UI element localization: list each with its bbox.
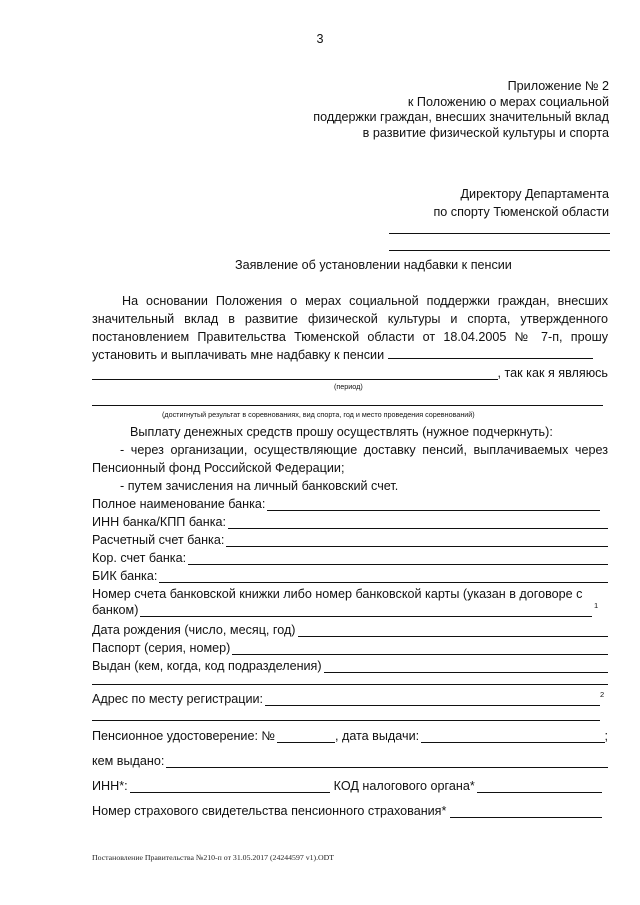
inn-label: ИНН*: [92,779,128,793]
issued-by2-label: кем выдано: [92,754,165,768]
page-number: 3 [316,32,324,46]
achievement-field[interactable] [92,405,603,406]
basis-text: На основании Положения о мерах социальной поддержки граждан, внесших значительный вклад в развитие физической культуры и спорта, утвержденного постановлением Правительства Тюменской области от 18.04.2005 № 7-п, прошу установить и выплачивать мне надбавку к пенсии [92,294,608,362]
account-row [92,531,608,547]
pension-cert-number-field[interactable] [277,730,335,743]
bik-field[interactable] [159,570,608,583]
period-note: (период) [334,382,363,391]
tax-code-label: КОД налогового органа* [333,779,475,793]
pension-cert-label: Пенсионное удостоверение: № [92,729,275,743]
addressee-fill-line[interactable] [389,233,610,234]
insurance-row [92,802,608,818]
bank-name-field[interactable] [267,498,600,511]
corr-account-field[interactable] [188,552,608,565]
birth-date-label: Дата рождения (число, месяц, год) [92,623,296,637]
inn-kpp-field[interactable] [228,516,608,529]
inn-field[interactable] [130,780,330,793]
card-number-field[interactable] [140,604,592,617]
birth-date-row [92,621,608,637]
address-extra-line[interactable] [92,720,600,721]
issued-by-row [92,657,608,673]
addressee-fill-line[interactable] [389,250,610,251]
account-field[interactable] [226,534,608,547]
passport-row [92,639,608,655]
payment-option-delivery: - через организации, осуществляющие доставку пенсий, выплачиваемых через Пенсионный фонд Российской Федерации; [92,443,608,475]
addressee [433,185,609,221]
document-title: Заявление об установлении надбавки к пенсии [235,258,512,272]
since-i-am-text: , так как я являюсь [497,366,608,380]
card-number-label: банком) [92,603,139,617]
issued-by-label: Выдан (кем, когда, код подразделения) [92,659,322,673]
bank-name-label: Полное наименование банка: [92,497,266,511]
appendix-line: в развитие физической культуры и спорта [362,125,609,140]
bank-name-row [92,495,608,511]
pension-cert-row [92,727,608,743]
inn-kpp-label: ИНН банка/КПП банка: [92,515,227,529]
card-number-text: Номер счета банковской книжки либо номер банковской карты (указан в договоре с [92,587,583,601]
inn-kpp-row [92,513,608,529]
period-row [92,364,608,380]
issued-by2-row [92,752,608,768]
appendix-line: поддержки граждан, внесших значительный вклад [313,110,609,124]
inn-row [92,777,608,793]
payment-option-bank: - путем зачисления на личный банковский счет. [120,479,399,493]
issued-by-field[interactable] [324,660,608,673]
semicolon-text: ; [604,729,608,743]
basis-paragraph [92,292,608,364]
issue-date-label: , дата выдачи: [334,729,420,743]
bik-row [92,567,608,583]
account-label: Расчетный счет банка: [92,533,225,547]
bik-label: БИК банка: [92,569,158,583]
issue-date-field[interactable] [421,730,604,743]
passport-label: Паспорт (серия, номер) [92,641,231,655]
address-label: Адрес по месту регистрации: [92,692,264,706]
period-field[interactable] [92,367,498,380]
addressee-line: по спорту Тюменской области [433,205,609,219]
footer-reference: Постановление Правительства №210-п от 31.05.2017 (24244597 v1).ODT [92,853,335,862]
issued-by-extra-line[interactable] [92,684,608,685]
insurance-label: Номер страхового свидетельства пенсионного страхования* [92,804,447,818]
achievement-note: (достигнутый результат в соревнованиях, вид спорта, год и место проведения соревнований) [162,410,475,419]
footnote-marker: 2 [600,690,605,699]
appendix-line: Приложение № 2 [507,79,609,93]
address-field[interactable] [265,693,600,706]
payment-intro: Выплату денежных средств прошу осуществлять (нужное подчеркнуть): [130,425,553,439]
addressee-line: Директору Департамента [460,187,609,201]
issued-by2-field[interactable] [166,755,608,768]
address-row [92,690,600,706]
card-number-row [92,601,592,617]
birth-date-field[interactable] [298,624,609,637]
corr-account-row [92,549,608,565]
insurance-field[interactable] [450,805,602,818]
corr-account-label: Кор. счет банка: [92,551,187,565]
appendix-line: к Положению о мерах социальной [407,94,609,109]
passport-field[interactable] [232,642,608,655]
pension-supplement-field[interactable] [388,346,593,359]
tax-code-field[interactable] [477,780,602,793]
appendix-header [313,79,609,141]
footnote-marker: 1 [594,601,599,610]
